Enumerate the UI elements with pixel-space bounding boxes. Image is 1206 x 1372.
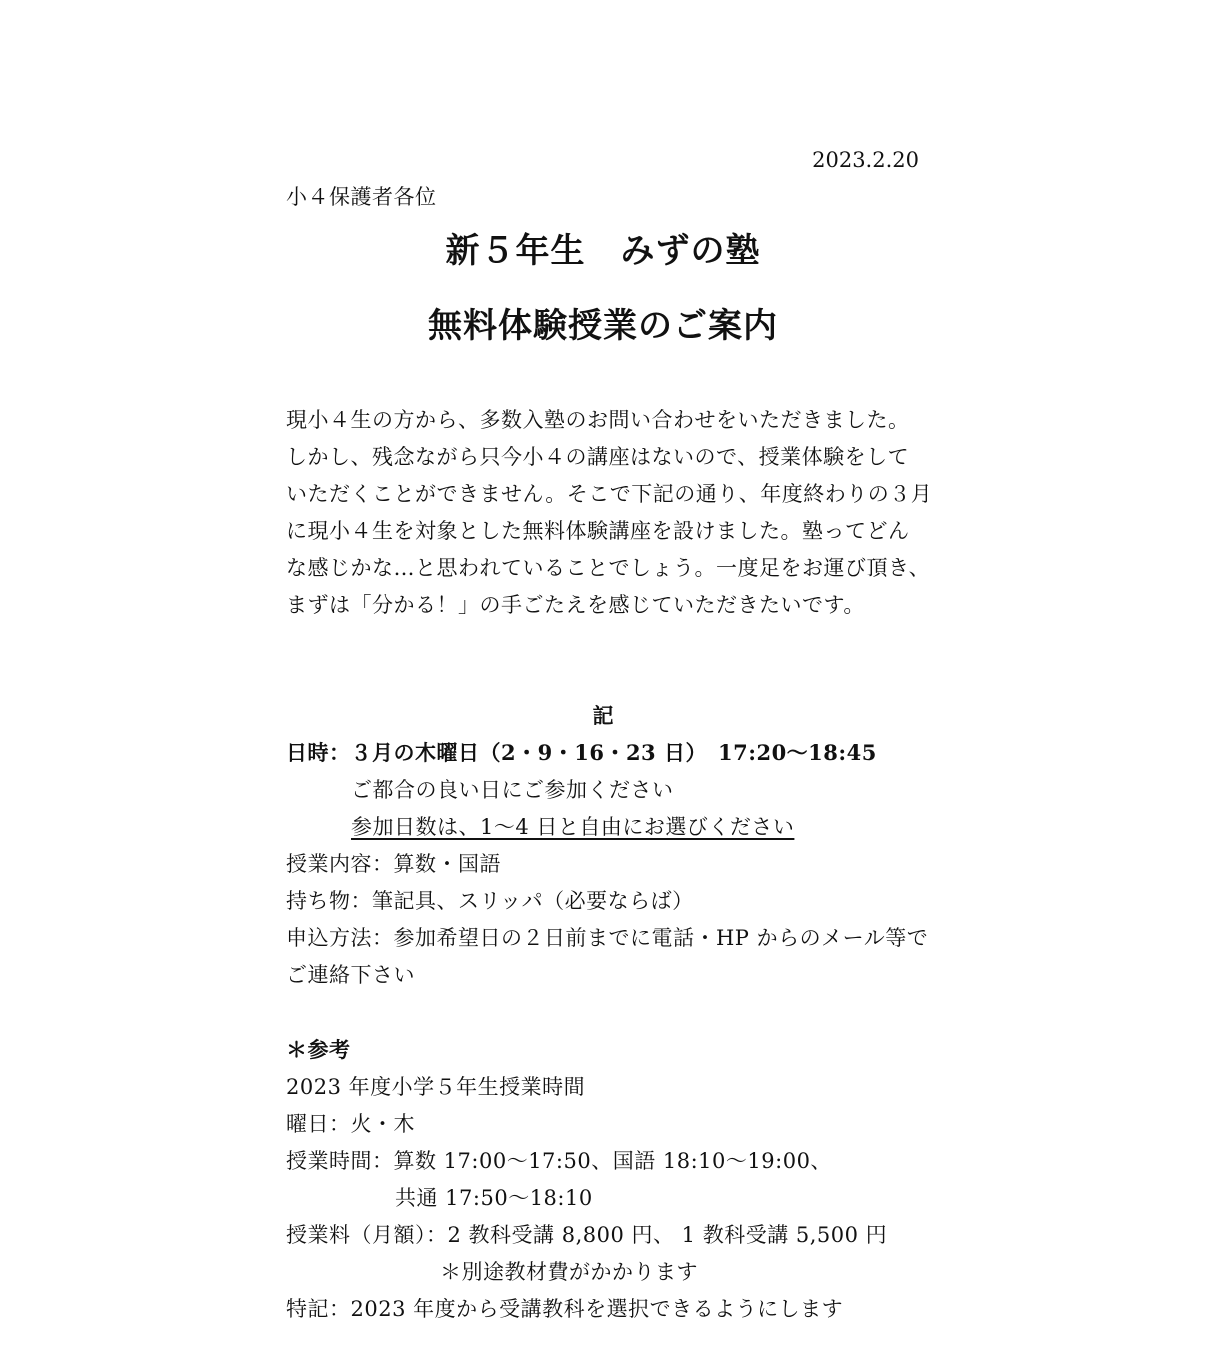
attendance-note: 参加日数は、1〜4 日と自由にお選びください — [351, 815, 795, 839]
special-note: 特記：2023 年度から受講教科を選択できるようにします — [286, 1297, 844, 1321]
intro-line: 現小４生の方から、多数入塾のお問い合わせをいただきました。 — [286, 408, 910, 432]
intro-line: に現小４生を対象とした無料体験講座を設けました。塾ってどん — [286, 519, 910, 543]
intro-line: な感じかな…と思われていることでしょう。一度足をお運び頂き、 — [286, 556, 931, 580]
class-content: 授業内容：算数・国語 — [286, 852, 501, 876]
class-hours-common: 共通 17:50〜18:10 — [395, 1186, 593, 1210]
notice-heading: 記 — [592, 703, 614, 728]
belongings: 持ち物：筆記具、スリッパ（必要ならば） — [286, 889, 694, 913]
intro-line: いただくことができません。そこで下記の通り、年度終わりの３月 — [286, 482, 933, 506]
application-method-cont: ご連絡下さい — [286, 963, 415, 987]
reference-heading: ＊参考 — [286, 1037, 351, 1062]
document-date: 2023.2.20 — [812, 148, 919, 172]
tuition-fee-note: ＊別途教材費がかかります — [440, 1260, 698, 1284]
intro-line: まずは「分かる！」の手ごたえを感じていただきたいです。 — [286, 593, 865, 617]
event-datetime: 日時：３月の木曜日（2・9・16・23 日） 17:20〜18:45 — [286, 740, 877, 765]
title-line-2: 無料体験授業のご案内 — [428, 306, 778, 346]
application-method: 申込方法：参加希望日の２日前までに電話・HP からのメール等で — [286, 926, 929, 950]
schedule-title: 2023 年度小学５年生授業時間 — [286, 1075, 586, 1099]
tuition-fee: 授業料（月額）：2 教科受講 8,800 円、 1 教科受講 5,500 円 — [286, 1223, 888, 1247]
class-hours: 授業時間：算数 17:00〜17:50、国語 18:10〜19:00、 — [286, 1149, 832, 1173]
title-line-1: 新５年生 みずの塾 — [445, 231, 761, 271]
intro-line: しかし、残念ながら只今小４の講座はないので、授業体験をして — [286, 445, 910, 469]
datetime-note: ご都合の良い日にご参加ください — [351, 778, 674, 802]
class-days: 曜日：火・木 — [286, 1112, 415, 1136]
addressee: 小４保護者各位 — [286, 185, 437, 209]
